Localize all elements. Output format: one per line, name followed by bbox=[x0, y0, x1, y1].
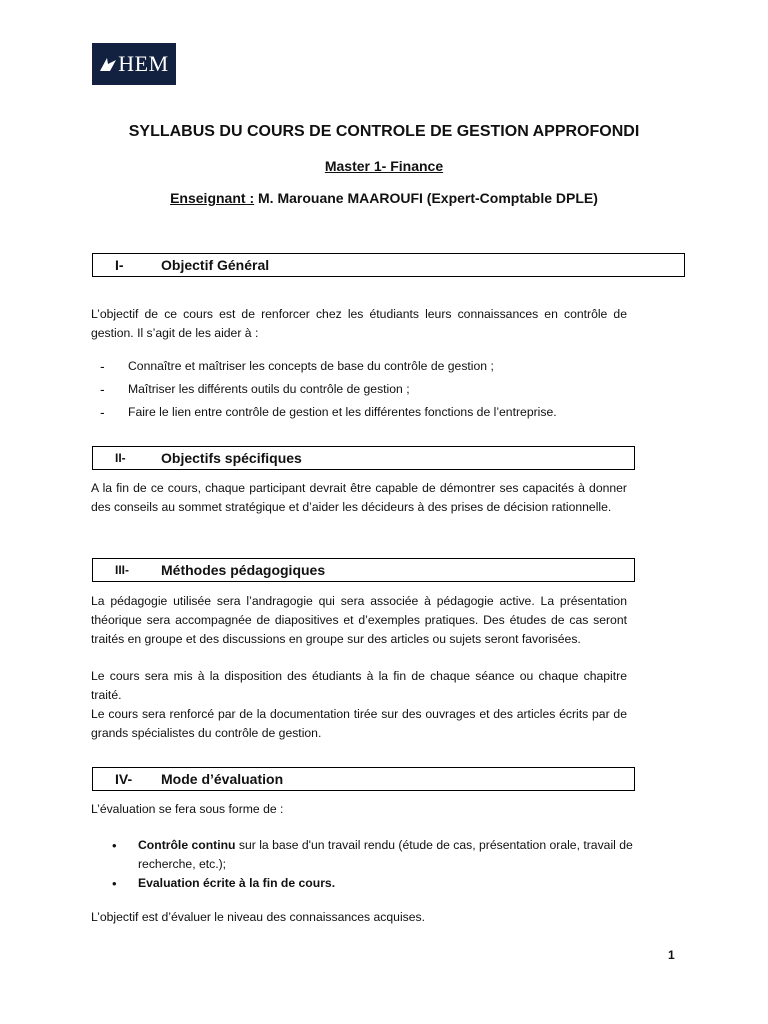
section-1-list bbox=[100, 354, 660, 423]
teacher-line bbox=[0, 190, 768, 206]
section-2-text: A la fin de ce cours, chaque participant devrait être capable de démontrer ses capacités à donner des conseils au sommet stratégique et d’aider les décideurs à des prises de décision rationnelle. bbox=[91, 481, 627, 514]
section-title: Objectif Général bbox=[161, 257, 270, 273]
section-3-paragraph-1: La pédagogie utilisée sera l’andragogie qui sera associée à pédagogie active. La présentation théorique sera accompagnée de diapositives et d’exemples pratiques. Des études de cas seront traités en groupe et des discussions en groupe sur des articles ou sujets seront favorisées. bbox=[91, 594, 627, 646]
section-number: III- bbox=[115, 563, 129, 577]
logo-text: HEM bbox=[118, 51, 169, 76]
section-4-intro: L’évaluation se fera sous forme de : bbox=[91, 802, 284, 816]
list-item: • Evaluation écrite à la fin de cours. bbox=[112, 876, 336, 891]
section-number: IV- bbox=[115, 771, 133, 787]
list-item: - Faire le lien entre contrôle de gestion et les différentes fonctions de l’entreprise. bbox=[100, 403, 557, 420]
document-title: SYLLABUS DU COURS DE CONTROLE DE GESTION APPROFONDI bbox=[128, 123, 640, 140]
hem-logo bbox=[92, 43, 176, 85]
section-number: II- bbox=[115, 451, 126, 465]
teacher-name: M. Marouane MAAROUFI (Expert-Comptable DPLE) bbox=[254, 190, 598, 206]
bullet-icon: • bbox=[112, 838, 117, 853]
section-4-closing: L’objectif est d’évaluer le niveau des connaissances acquises. bbox=[91, 910, 426, 924]
subtitle bbox=[0, 158, 768, 174]
bullet-icon: • bbox=[112, 876, 117, 891]
section-header-4 bbox=[92, 767, 635, 791]
section-header-3 bbox=[92, 558, 635, 582]
section-header-1 bbox=[92, 253, 685, 277]
section-3-paragraph-3: Le cours sera renforcé par de la documentation tirée sur des ouvrages et des articles écrits par de grands spécialistes du contrôle de gestion. bbox=[91, 707, 627, 740]
subtitle-text: Master 1- Finance bbox=[324, 158, 444, 174]
section-4-list bbox=[112, 836, 652, 893]
list-item: - Connaître et maîtriser les concepts de base du contrôle de gestion ; bbox=[100, 357, 494, 374]
page-number: 1 bbox=[668, 948, 675, 962]
list-item: - Maîtriser les différents outils du contrôle de gestion ; bbox=[100, 380, 410, 397]
logo-emblem-icon bbox=[99, 56, 117, 72]
list-item: • Contrôle continu sur la base d'un travail rendu (étude de cas, présentation orale, travail de recherche, etc.); bbox=[112, 836, 652, 874]
section-1-intro: L’objectif de ce cours est de renforcer chez les étudiants leurs connaissances en contrôle de gestion. Il s’agit de les aider à : bbox=[91, 307, 627, 340]
section-title: Mode d’évaluation bbox=[161, 771, 284, 787]
section-header-2 bbox=[92, 446, 635, 470]
section-number: I- bbox=[115, 257, 124, 273]
section-title: Objectifs spécifiques bbox=[161, 450, 302, 466]
teacher-label: Enseignant : bbox=[170, 190, 255, 206]
section-3-paragraph-2: Le cours sera mis à la disposition des étudiants à la fin de chaque séance ou chaque chapitre traité. bbox=[91, 669, 627, 702]
section-title: Méthodes pédagogiques bbox=[161, 562, 326, 578]
